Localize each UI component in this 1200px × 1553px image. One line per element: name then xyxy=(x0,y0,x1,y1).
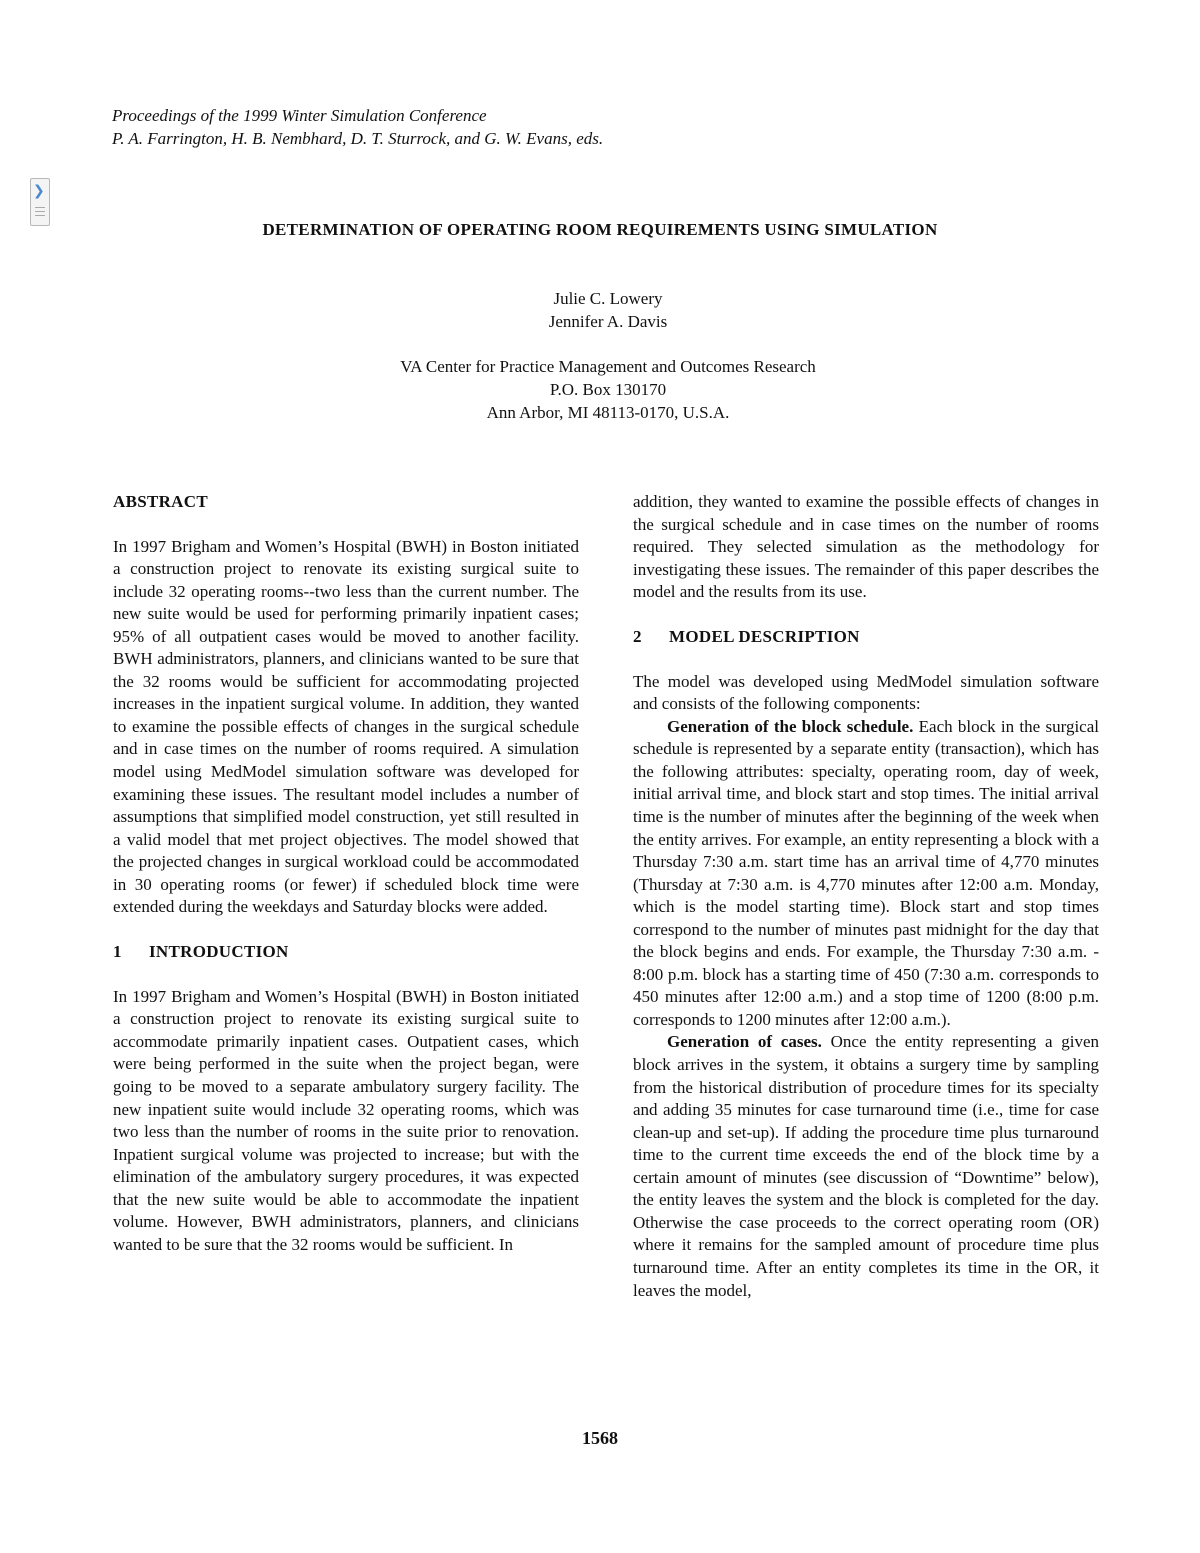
section-title: MODEL DESCRIPTION xyxy=(669,627,860,647)
grip-icon xyxy=(35,207,45,219)
page-number: 1568 xyxy=(582,1428,618,1448)
proceedings-header xyxy=(112,104,603,150)
introduction-paragraph: In 1997 Brigham and Women’s Hospital (BWH) in Boston initiated a construction project to renovate its existing surgical suite to accommodate primarily inpatient cases. Outpatient cases, which were being performed in the suite when the project began, were going to be moved to a separate ambulatory surgery facility. The new inpatient suite would include 32 operating rooms, which was two less than the number of rooms in the suite prior to renovation. Inpatient surgical volume was projected to increase; but with the elimination of the ambulatory surgery procedures, it was expected that the new suite would be able to accommodate the inpatient volume. However, BWH administrators, planners, and clinicians wanted to be sure that the 32 rooms would be sufficient. In xyxy=(113,986,579,1254)
proceedings-line: Proceedings of the 1999 Winter Simulation Conference xyxy=(112,106,487,125)
author-name: Jennifer A. Davis xyxy=(548,312,668,331)
abstract-paragraph: In 1997 Brigham and Women’s Hospital (BWH) in Boston initiated a construction project to renovate its existing surgical suite to include 32 operating rooms--two less than the current number. The new suite would be used for performing primarily inpatient cases; 95% of all outpatient cases would be moved to another facility. BWH administrators, planners, and clinicians wanted to be sure that the 32 rooms would be sufficient for accommodating projected increases in the inpatient surgical volume. In addition, they wanted to examine the possible effects of changes in the surgical schedule and in case times on the number of rooms required. A simulation model using MedModel simulation software was developed for examining these issues. The resultant model includes a number of assumptions that simplified model construction, yet still resulted in a valid model that met project objectives. The model showed that the projected changes in surgical workload could be accommodated in 30 operating rooms (or fewer) if scheduled block time were extended during the weekdays and Saturday blocks were added. xyxy=(113,536,579,917)
model-intro-paragraph: The model was developed using MedModel simulation software and consists of the following components: xyxy=(633,671,1099,714)
right-column xyxy=(633,491,1099,1302)
affiliation-line: P.O. Box 130170 xyxy=(549,380,667,399)
section-heading-model-description xyxy=(633,626,1099,648)
run-in-heading: Generation of cases. xyxy=(667,1032,822,1052)
affiliation xyxy=(0,355,1200,424)
section-heading-introduction xyxy=(113,941,579,963)
affiliation-line: Ann Arbor, MI 48113-0170, U.S.A. xyxy=(486,403,730,422)
case-generation-paragraph xyxy=(633,1031,1099,1302)
block-schedule-paragraph xyxy=(633,716,1099,1032)
paper-title: DETERMINATION OF OPERATING ROOM REQUIREMENTS USING SIMULATION xyxy=(262,220,938,239)
chevron-right-icon: ❯ xyxy=(33,183,45,199)
paragraph-text: Each block in the surgical schedule is represented by a separate entity (transaction), which has the following attributes: specialty, operating room, day of week, initial arrival time, and block start and stop times. The initial arrival time is the number of minutes after the beginning of the week when the entity arrives. For example, an entity representing a block with a Thursday 7:30 a.m. start time has an arrival time of 4,770 minutes (Thursday at 7:30 a.m. is 4,770 minutes after 12:00 a.m. Monday, which is the model starting time). Block start and stop times correspond to the number of minutes past midnight for the day that the block begins and ends. For example, the Thursday 7:30 a.m. - 8:00 p.m. block has a starting time of 450 (7:30 a.m. corresponds to 450 minutes after 12:00 a.m.) and a stop time of 1200 (8:00 p.m. corresponds to 1200 minutes after 12:00 a.m.). xyxy=(633,716,1099,1029)
left-column xyxy=(113,491,579,1256)
section-title: INTRODUCTION xyxy=(149,942,289,962)
section-number: 1 xyxy=(113,942,122,962)
introduction-paragraph-continued: addition, they wanted to examine the possible effects of changes in the surgical schedule and in case times on the number of rooms required. They selected simulation as the methodology for investigating these issues. The remainder of this paper describes the model and the results from its use. xyxy=(633,492,1099,602)
paragraph-text: Once the entity representing a given block arrives in the system, it obtains a surgery time by sampling from the historical distribution of procedure times for its specialty and adding 35 minutes for case turnaround time (i.e., time for case clean-up and set-up). If adding the procedure time plus turnaround time to the current time exceeds the end of the block time by a certain amount of minutes (see discussion of “Downtime” below), the entity leaves the system and the block is completed for the day. Otherwise the case proceeds to the correct operating room (OR) where it remains for the sampled amount of procedure time plus turnaround time. After an entity completes its time in the OR, it leaves the model, xyxy=(633,1032,1100,1300)
abstract-heading: ABSTRACT xyxy=(113,492,208,511)
affiliation-line: VA Center for Practice Management and Outcomes Research xyxy=(400,357,816,376)
run-in-heading: Generation of the block schedule. xyxy=(667,716,914,736)
author-list xyxy=(0,287,1200,333)
section-number: 2 xyxy=(633,627,642,647)
side-panel-tab[interactable] xyxy=(30,178,50,226)
editors-line: P. A. Farrington, H. B. Nembhard, D. T. Sturrock, and G. W. Evans, eds. xyxy=(112,129,604,148)
author-name: Julie C. Lowery xyxy=(553,289,663,308)
